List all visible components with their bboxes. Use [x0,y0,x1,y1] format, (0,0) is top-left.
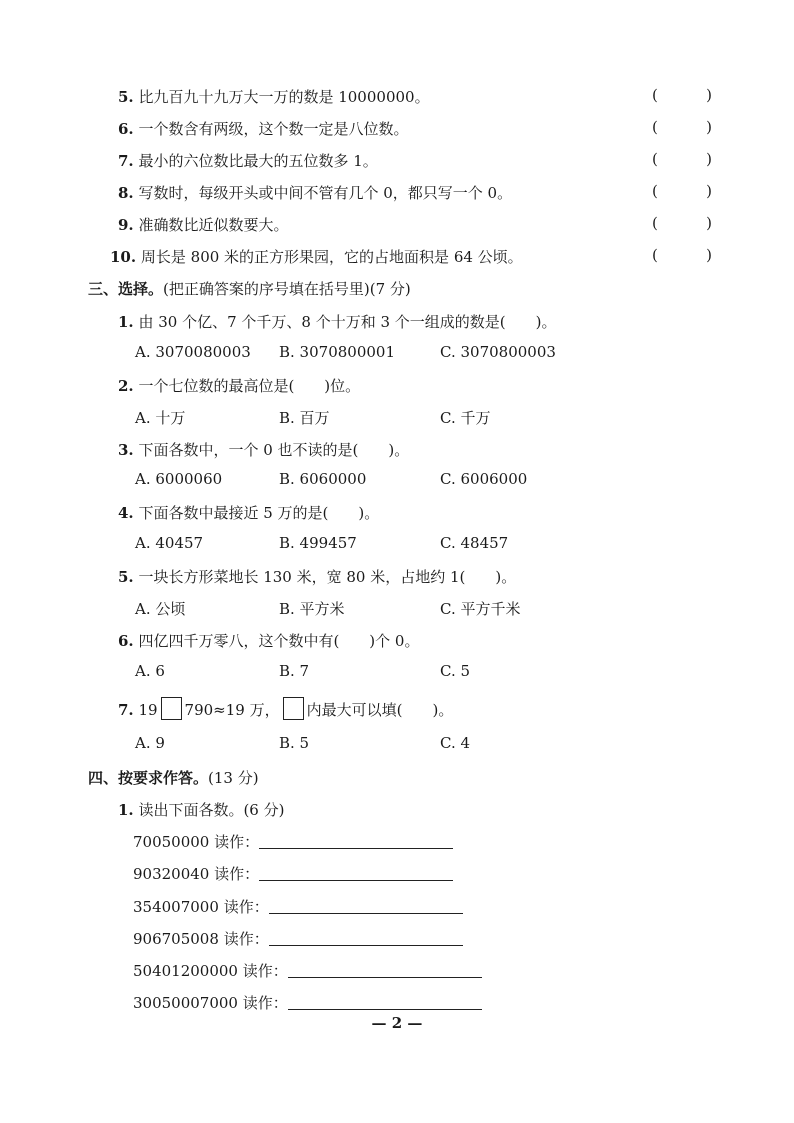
question-number: 3. [118,441,134,459]
choice-question-3 [118,439,409,460]
tf-item-7 [118,150,378,171]
read-label: 读作： [214,833,260,851]
section-note: (13 分) [208,769,259,787]
question-text: 由 30 个亿、7 个千万、8 个十万和 3 个一组成的数是( )。 [138,313,557,331]
option-a[interactable]: A. 十万 [135,409,186,427]
tf-item-5 [118,86,430,107]
option-c[interactable]: C. 4 [440,734,471,752]
answer-line[interactable] [288,995,482,1010]
question-number: 5. [118,88,134,106]
blank-box[interactable] [161,697,182,720]
close-paren: ) [706,182,712,200]
question-number: 10. [110,248,137,266]
question-text: 一块长方形菜地长 130 米，宽 80 米，占地约 1( )。 [138,568,517,586]
option-a[interactable]: A. 3070080003 [135,343,251,361]
option-b[interactable]: B. 3070800001 [279,343,395,361]
question-text: 一个七位数的最高位是( )位。 [138,377,361,395]
open-paren: ( [652,246,658,264]
open-paren: ( [652,86,658,104]
tf-item-8 [118,182,512,203]
question-text: 下面各数中最接近 5 万的是( )。 [138,504,380,522]
number-to-read: 90320040 [133,865,210,883]
read-item [133,992,482,1013]
open-paren: ( [652,182,658,200]
tf-item-9 [118,214,288,235]
option-c[interactable]: C. 6006000 [440,470,528,488]
question-number: 5. [118,568,134,586]
number-to-read: 70050000 [133,833,210,851]
question-text: 下面各数中，一个 0 也不读的是( )。 [138,441,410,459]
question-text: 读出下面各数。(6 分) [138,801,285,819]
choice-question-5 [118,566,516,587]
option-c[interactable]: C. 平方千米 [440,600,521,618]
question-text: 周长是 800 米的正方形果园，它的占地面积是 64 公顷。 [140,248,523,266]
option-b[interactable]: B. 499457 [279,534,357,552]
number-to-read: 354007000 [133,898,219,916]
read-item [133,831,453,852]
question-text: 790≈19 万， [184,701,280,719]
number-to-read: 50401200000 [133,962,238,980]
answer-parentheses[interactable] [652,86,712,104]
option-b[interactable]: B. 7 [279,662,310,680]
option-c[interactable]: C. 千万 [440,409,491,427]
question-number: 8. [118,184,134,202]
choice-question-1 [118,311,557,332]
option-a[interactable]: A. 9 [135,734,165,752]
choice-question-6 [118,630,419,651]
number-to-read: 906705008 [133,930,219,948]
read-item [133,960,482,981]
question-text: 内最大可以填( )。 [306,701,454,719]
choice-question-7 [118,697,453,720]
option-b[interactable]: B. 平方米 [279,600,345,618]
close-paren: ) [706,150,712,168]
option-b[interactable]: B. 5 [279,734,310,752]
answer-parentheses[interactable] [652,246,712,264]
answer-line[interactable] [288,963,482,978]
close-paren: ) [706,214,712,232]
question-number: 4. [118,504,134,522]
choice-question-2 [118,375,360,396]
read-label: 读作： [223,898,269,916]
section-heading-answer [88,767,259,788]
tf-item-10 [110,246,523,267]
question-text: 最小的六位数比最大的五位数多 1。 [138,152,378,170]
close-paren: ) [706,118,712,136]
question-text: 准确数比近似数要大。 [138,216,289,234]
read-label: 读作： [214,865,260,883]
question-number: 1. [118,801,134,819]
blank-box[interactable] [283,697,304,720]
section-title: 三、选择。 [88,280,164,298]
read-label: 读作： [223,930,269,948]
answer-line[interactable] [259,866,453,881]
page-number: — 2 — [371,1014,423,1032]
question-number: 1. [118,313,134,331]
answer-parentheses[interactable] [652,214,712,232]
option-a[interactable]: A. 6 [135,662,165,680]
option-c[interactable]: C. 5 [440,662,471,680]
close-paren: ) [706,86,712,104]
option-a[interactable]: A. 公顷 [135,600,186,618]
option-c[interactable]: C. 3070800003 [440,343,556,361]
sub-question-1 [118,799,284,820]
read-item [133,928,463,949]
answer-line[interactable] [269,931,463,946]
open-paren: ( [652,150,658,168]
question-text: 写数时，每级开头或中间不管有几个 0，都只写一个 0。 [138,184,513,202]
question-number: 7. [118,152,134,170]
section-title: 四、按要求作答。 [88,769,209,787]
answer-parentheses[interactable] [652,150,712,168]
choice-question-4 [118,502,379,523]
option-a[interactable]: A. 40457 [135,534,204,552]
section-heading-choice [88,278,411,299]
option-b[interactable]: B. 百万 [279,409,330,427]
answer-parentheses[interactable] [652,182,712,200]
read-item [133,896,463,917]
open-paren: ( [652,118,658,136]
question-number: 9. [118,216,134,234]
section-note: (把正确答案的序号填在括号里)(7 分) [163,280,411,298]
option-c[interactable]: C. 48457 [440,534,509,552]
option-b[interactable]: B. 6060000 [279,470,367,488]
answer-line[interactable] [259,834,453,849]
question-text: 比九百九十九万大一万的数是 10000000。 [138,88,430,106]
question-text: 19 [138,701,158,719]
question-number: 6. [118,120,134,138]
open-paren: ( [652,214,658,232]
question-number: 7. [118,701,134,719]
read-item [133,863,453,884]
question-number: 6. [118,632,134,650]
question-text: 四亿四千万零八，这个数中有( )个 0。 [138,632,420,650]
close-paren: ) [706,246,712,264]
question-text: 一个数含有两级，这个数一定是八位数。 [138,120,409,138]
read-label: 读作： [242,994,288,1012]
option-a[interactable]: A. 6000060 [135,470,223,488]
answer-parentheses[interactable] [652,118,712,136]
answer-line[interactable] [269,899,463,914]
tf-item-6 [118,118,408,139]
number-to-read: 30050007000 [133,994,238,1012]
read-label: 读作： [242,962,288,980]
question-number: 2. [118,377,134,395]
